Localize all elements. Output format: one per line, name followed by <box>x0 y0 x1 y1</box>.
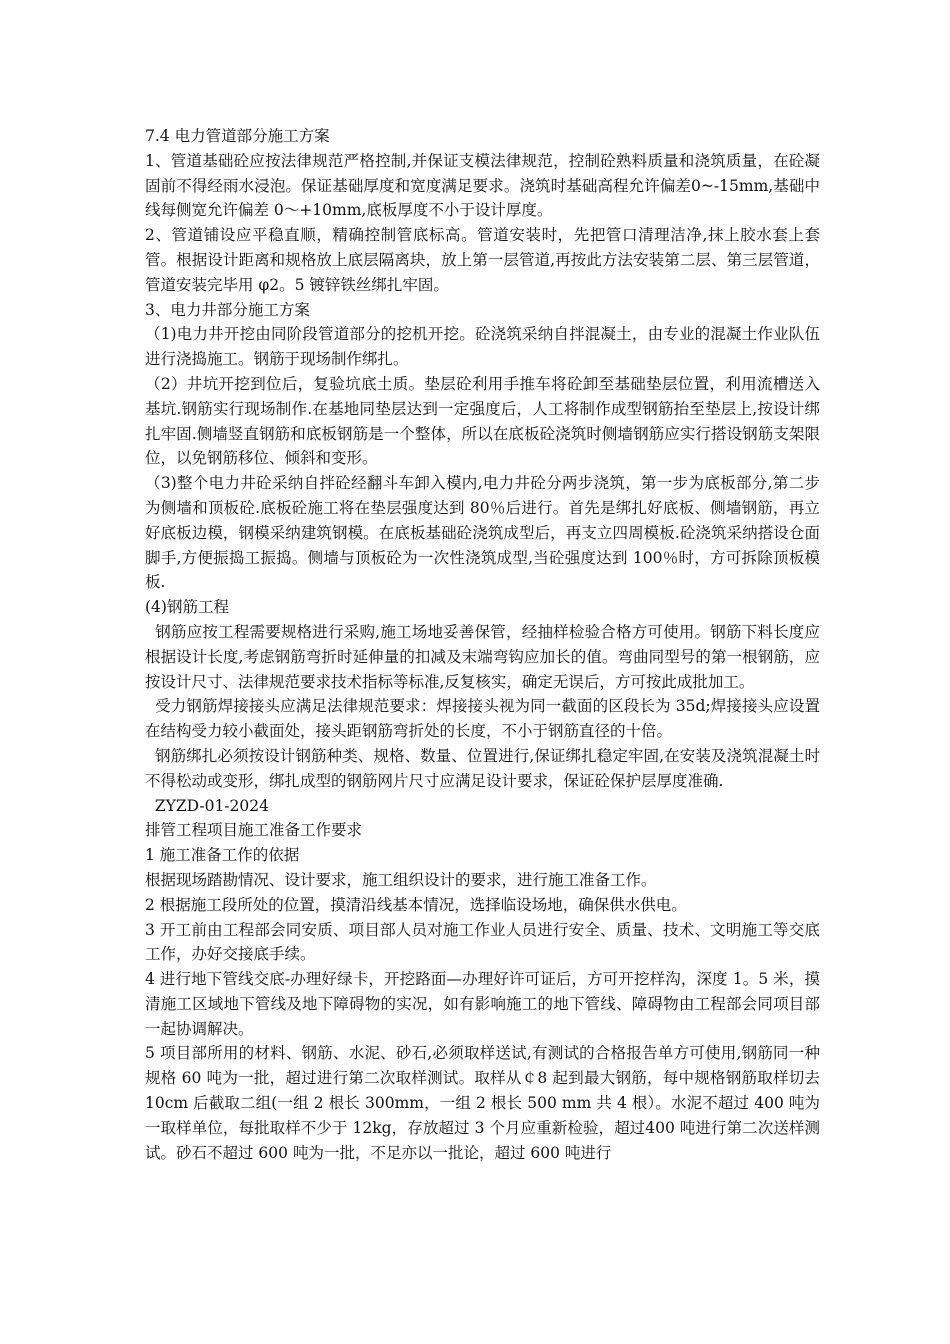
paragraph-prep-basis: 根据现场踏勘情况、设计要求，施工组织设计的要求，进行施工准备工作。 <box>145 870 657 889</box>
paragraph-rebar-welding: 受力钢筋焊接接头应满足法律规范要求：焊接接头视为同一截面的区段长为 35d;焊接接头应设置在结构受力较小截面处，接头距钢筋弯折处的长度，不小于钢筋直径的十倍。 <box>145 697 820 741</box>
heading-prep-requirements: 排管工程项目施工准备工作要求 <box>145 821 363 840</box>
paragraph-foundation: 1、管道基础砼应按法律规范严格控制,并保证支模法律规范，控制砼熟料质量和浇筑质量，在砼凝固前不得经雨水浸泡。保证基础厚度和宽度满足要求。浇筑时基础高程允许偏差0~-15mm,基础中线每侧宽允许偏差 0～+10mm,底板厚度不小于设计厚度。 <box>145 151 820 220</box>
paragraph-pipe-laying: 2、管道铺设应平稳直顺，精确控制管底标高。管道安装时，先把管口清理洁净,抹上胶水套上套管。根据设计距离和规格放上底层隔离块，放上第一层管道,再按此方法安装第二层、第三层管道，管道安装完毕用 φ2。5 镀锌铁丝绑扎牢固。 <box>145 226 820 294</box>
paragraph-rebar-procurement: 钢筋应按工程需要规格进行采购,施工场地妥善保管，经抽样检验合格方可使用。钢筋下料长度应根据设计长度,考虑钢筋弯折时延伸量的扣减及末端弯钩应加长的值。弯曲同型号的第一根钢筋，应按设计尺寸、法律规范要求技术指标等标准,反复核实，确定无误后，方可按此成批加工。 <box>145 622 820 691</box>
paragraph-rebar-binding: 钢筋绑扎必须按设计钢筋种类、规格、数量、位置进行,保证绑扎稳定牢固,在安装及浇筑混凝土时不得松动或变形，绑扎成型的钢筋网片尺寸应满足设计要求，保证砼保护层厚度准确. <box>145 746 820 790</box>
heading-power-well: 3、电力井部分施工方案 <box>145 300 310 319</box>
heading-prep-basis: 1 施工准备工作的依据 <box>145 846 300 865</box>
section-title-7-4: 7.4 电力管道部分施工方案 <box>145 127 330 145</box>
paragraph-well-excavation: （1)电力井开挖由同阶段管道部分的挖机开挖。砼浇筑采纳自拌混凝土，由专业的混凝土作业队伍进行浇捣施工。钢筋于现场制作绑扎。 <box>145 325 820 369</box>
paragraph-well-pit: （2）井坑开挖到位后，复验坑底土质。垫层砼利用手推车将砼卸至基础垫层位置，利用流槽送入基坑.钢筋实行现场制作.在基地同垫层达到一定强度后，人工将制作成型钢筋抬至垫层上,按设计绑扎牢固.侧墙竖直钢筋和底板钢筋是一个整体，所以在底板砼浇筑时侧墙钢筋应实行搭设钢筋支架限位，以免钢筋移位、倾斜和变形。 <box>145 374 820 468</box>
heading-rebar: (4)钢筋工程 <box>145 598 229 617</box>
paragraph-underground-pipelines: 4 进行地下管线交底-办理好绿卡，开挖路面—办理好许可证后，方可开挖样沟，深度 1。5 米，摸清施工区域地下管线及地下障碍物的实况，如有影响施工的地下管线、障碍物由工程部会同项目部一起协调解决。 <box>145 970 820 1038</box>
document-code: ZYZD-01-2024 <box>145 796 269 815</box>
paragraph-material-testing: 5 项目部所用的材料、钢筋、水泥、砂石,必须取样送试,有测试的合格报告单方可使用,钢筋同一种规格 60 吨为一批，超过进行第二次取样测试。取样从￠8 起到最大钢筋，每中规格钢筋取样切去 10cm 后截取二组(一组 2 根长 300mm，一组 2 根长 500 mm 共 4 根）。水泥不超过 400 吨为一取样单位，每批取样不少于 12kg，存放超过 3 个月应重新检验，超过400 吨进行第二次送样测试。砂石不超过 600 吨为一批，不足亦以一批论，超过 600 吨进行 <box>145 1044 820 1162</box>
paragraph-site-survey: 2 根据施工段所处的位置，摸清沿线基本情况，选择临设场地，确保供水供电。 <box>145 895 687 914</box>
paragraph-well-concrete: （3)整个电力井砼采纳自拌砼经翻斗车卸入模内,电力井砼分两步浇筑，第一步为底板部分,第二步为侧墙和顶板砼.底板砼施工将在垫层强度达到 80％后进行。首先是绑扎好底板、侧墙钢筋，再立好底板边模，钢模采纳建筑钢模。在底板基础砼浇筑成型后，再支立四周模板.砼浇筑采纳搭设仓面脚手,方便振捣工振捣。侧墙与顶板砼为一次性浇筑成型,当砼强度达到 100％时，方可拆除顶板模板. <box>145 474 820 592</box>
paragraph-briefing: 3 开工前由工程部会同安质、项目部人员对施工作业人员进行安全、质量、技术、文明施工等交底工作，办好交接底手续。 <box>145 920 820 964</box>
